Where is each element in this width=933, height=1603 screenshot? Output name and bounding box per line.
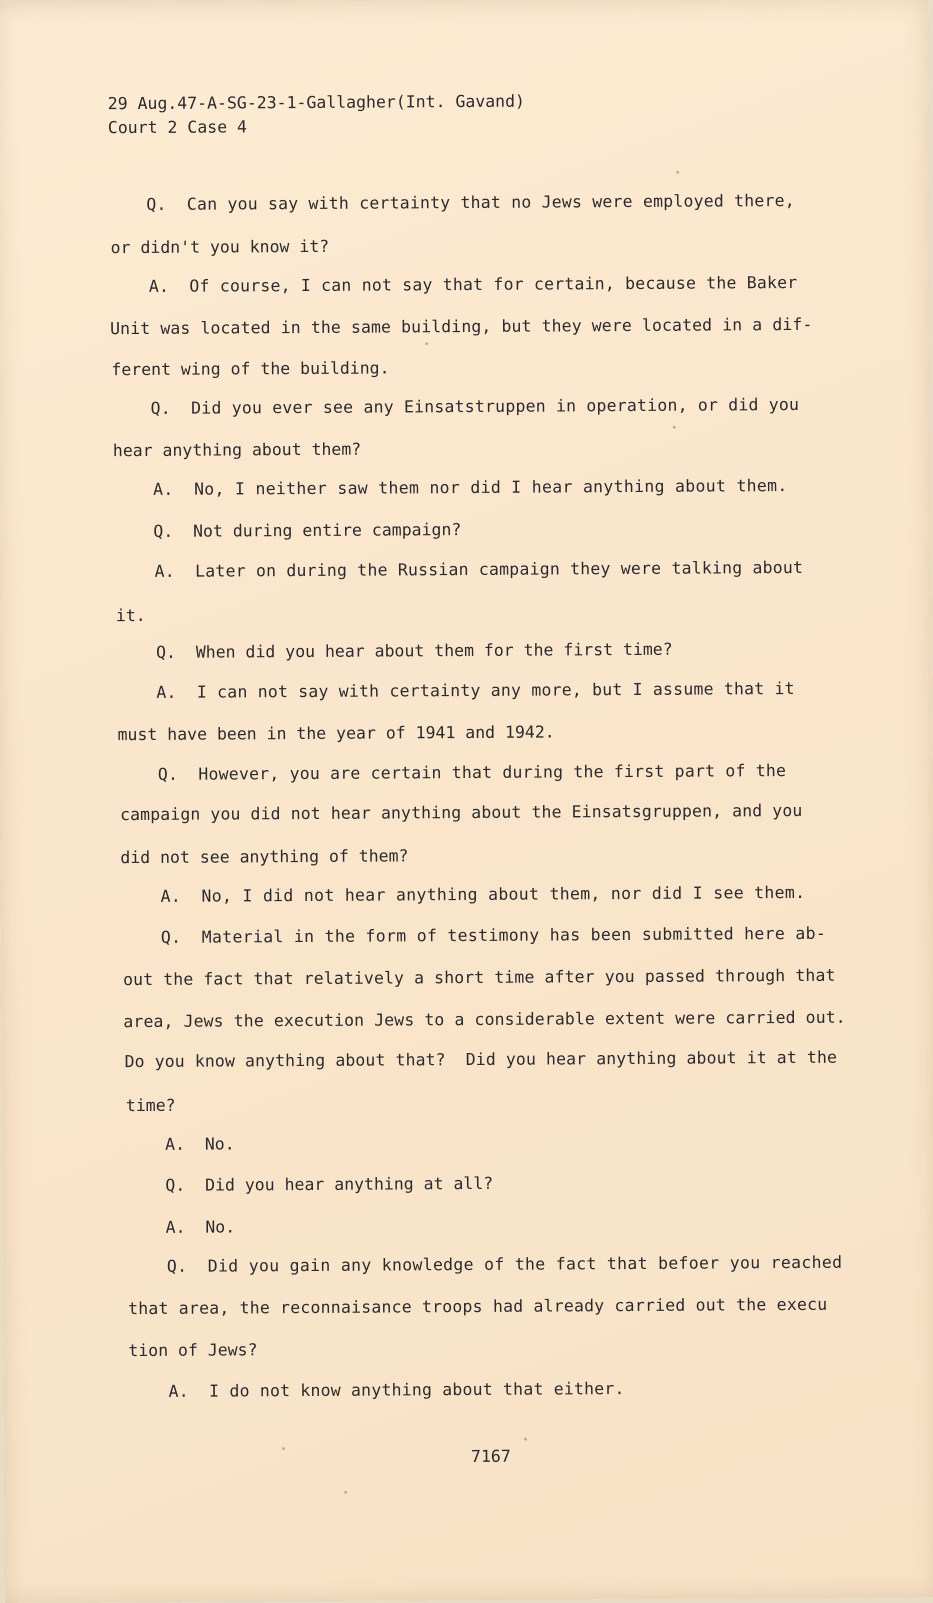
paper-speck — [524, 1438, 527, 1441]
transcript-line: hear anything about them? — [112, 439, 362, 461]
transcript-line: Q. Can you say with certainty that no Jews were employed there, — [146, 190, 795, 214]
paper-speck — [676, 171, 679, 174]
transcript-line: must have been in the year of 1941 and 1942. — [117, 722, 555, 745]
transcript-line: tion of Jews? — [128, 1340, 258, 1361]
header-case-reference: 29 Aug.47-A-SG-23-1-Gallagher(Int. Gavand) — [107, 91, 526, 114]
transcript-line: Q. Not during entire campaign? — [153, 520, 462, 541]
transcript-line: time? — [125, 1095, 176, 1116]
transcript-line: campaign you did not hear anything about the Einsatsgruppen, and you — [120, 800, 803, 825]
transcript-line: A. No, I did not hear anything about them, nor did I see them. — [160, 882, 806, 906]
transcript-line: Q. Did you ever see any Einsatstruppen in operation, or did you — [150, 394, 800, 418]
transcript-line: A. I do not know anything about that either. — [168, 1379, 625, 1401]
document-header — [108, 90, 526, 141]
transcript-line: Q. When did you hear about them for the first time? — [156, 639, 673, 662]
transcript-line: Unit was located in the same building, but they were located in a dif- — [110, 314, 813, 339]
paper-speck — [282, 1447, 285, 1450]
header-court-case: Court 2 Case 4 — [107, 117, 248, 138]
transcript-line: A. Later on during the Russian campaign they were talking about — [154, 557, 804, 581]
transcript-line: did not see anything of them? — [120, 846, 409, 868]
transcript-line: A. No. — [165, 1134, 235, 1154]
transcript-line: A. Of course, I can not say that for certain, because the Baker — [148, 272, 798, 296]
transcript-line: or didn't you know it? — [110, 236, 330, 258]
transcript-line: Do you know anything about that? Did you hear anything about it at the — [124, 1047, 838, 1072]
transcript-line: Q. Did you gain any knowledge of the fact that befoer you reached — [166, 1252, 843, 1276]
paper-speck — [673, 426, 676, 429]
page-number: 7167 — [470, 1446, 511, 1466]
transcript-line: area, Jews the execution Jews to a considerable extent were carried out. — [123, 1007, 846, 1032]
transcript-line: A. I can not say with certainty any more, but I assume that it — [156, 678, 795, 702]
paper-speck — [344, 1491, 347, 1494]
transcript-line: that area, the reconnaisance troops had already carried out the execu — [128, 1294, 828, 1319]
transcript-line: it. — [115, 605, 146, 626]
transcript-line: A. No. — [165, 1217, 236, 1237]
transcript-line: Q. Did you hear anything at all? — [165, 1173, 494, 1195]
transcript-line: Q. However, you are certain that during the first part of the — [157, 761, 787, 784]
transcript-line: ferent wing of the building. — [111, 358, 390, 380]
transcript-line: out the fact that relatively a short time after you passed through that — [123, 965, 836, 990]
transcript-line: A. No, I neither saw them nor did I hear anything about them. — [153, 476, 788, 499]
transcript-line: Q. Material in the form of testimony has been submitted here ab- — [160, 923, 827, 947]
paper-speck — [425, 342, 428, 345]
